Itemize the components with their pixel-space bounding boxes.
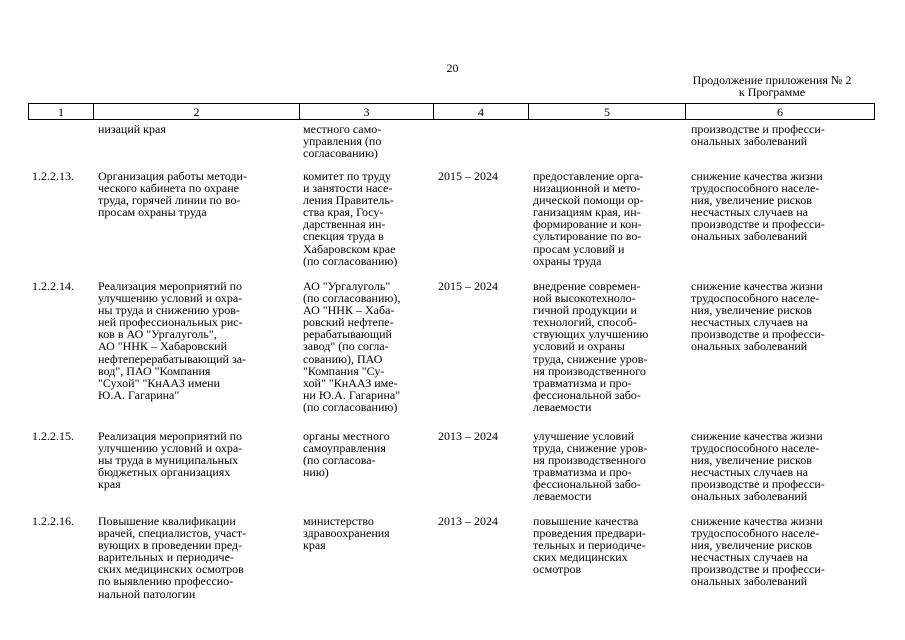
row-1-effect: снижение качества жизни трудоспособного населе- ния, увеличение рисков несчастных случаев на производстве и професси- ональных заболеваний: [691, 169, 825, 244]
row-2-number: 1.2.2.14.: [32, 279, 74, 293]
row-3-number: 1.2.2.15.: [32, 429, 74, 443]
page-number: 20: [446, 61, 459, 75]
column-header-1: 1: [29, 104, 94, 120]
row-3-activity: Реализация мероприятий по улучшению условий и охра- ны труда в муниципальных бюджетных организациях края: [98, 429, 243, 492]
row-3-effect: снижение качества жизни трудоспособного населе- ния, увеличение рисков несчастных случаев на производстве и професси- ональных заболеваний: [691, 429, 825, 504]
row-4-result: повышение качества проведения предвари- тельных и периодиче- ских медицинских осмотров: [533, 514, 646, 577]
row-1-activity: Организация работы методи- ческого кабинета по охране труда, горячей линии по во- просам охраны труда: [98, 169, 247, 220]
column-header-5: 5: [529, 104, 686, 120]
row-4-executor: министерство здравоохранения края: [303, 514, 390, 553]
row-3-result: улучшение условий труда, снижение уров- ня производственного травматизма и про- фессиональной забо- леваемости: [533, 429, 648, 504]
row-1-period: 2015 – 2024: [438, 169, 498, 183]
appendix-line-1: Продолжение приложения № 2: [692, 73, 852, 87]
column-header-3: 3: [300, 104, 434, 120]
row-0-executor: местного само- управления (по согласованию): [303, 122, 382, 161]
row-2-period: 2015 – 2024: [438, 279, 498, 293]
column-header-6: 6: [686, 104, 875, 120]
row-0-effect: производстве и професси- ональных заболеваний: [691, 122, 825, 149]
row-4-number: 1.2.2.16.: [32, 514, 74, 528]
row-3-executor: органы местного самоуправления (по согласова- нию): [303, 429, 390, 480]
row-1-result: предоставление орга- низационной и мето- дической помощи ор- ганизациям края, ин- формирование и кон- сультирование по во- просам условий и охраны труда: [533, 169, 644, 268]
row-4-period: 2013 – 2024: [438, 514, 498, 528]
row-0-activity: низаций края: [98, 122, 166, 136]
column-header-2: 2: [94, 104, 300, 120]
row-4-effect: снижение качества жизни трудоспособного населе- ния, увеличение рисков несчастных случаев на производстве и професси- ональных заболеваний: [691, 514, 825, 589]
row-2-activity: Реализация мероприятий по улучшению условий и охра- ны труда и снижению уров- ней профессиональных рис- ков в АО "Ургалуголь", АО "ННК – Хабаровский нефтеперерабатывающий за- вод", ПАО "Компания "Сухой" "КнААЗ имени Ю.А. Гагарина": [98, 279, 247, 402]
row-1-executor: комитет по труду и занятости насе- ления Правитель- ства края, Госу- дарственная ин- спекция труда в Хабаровском крае (по согласованию): [303, 169, 398, 268]
row-1-number: 1.2.2.13.: [32, 169, 74, 183]
column-header-4: 4: [434, 104, 529, 120]
row-2-result: внедрение современ- ной высокотехноло- гичной продукции и технологий, способ- ствующих улучшению условий и охраны труда, снижение уров- ня производственного травматизма и про- фессиональной забо- леваемости: [533, 279, 649, 414]
row-2-executor: АО "Ургалуголь" (по согласованию), АО "ННК – Хаба- ровский нефтепе- рерабатывающий завод" (по согла- сованию), ПАО "Компания "Су- хой" "КнААЗ име- ни Ю.А. Гагарина" (по согласованию): [303, 279, 401, 414]
row-3-period: 2013 – 2024: [438, 429, 498, 443]
row-4-activity: Повышение квалификации врачей, специалистов, участ- вующих в проведении пред- варительных и периодиче- ских медицинских осмотров по выявлению профессио- нальной патологии: [98, 514, 247, 601]
appendix-line-2: к Программе: [738, 85, 806, 99]
row-2-effect: снижение качества жизни трудоспособного населе- ния, увеличение рисков несчастных случаев на производстве и професси- ональных заболеваний: [691, 279, 825, 354]
